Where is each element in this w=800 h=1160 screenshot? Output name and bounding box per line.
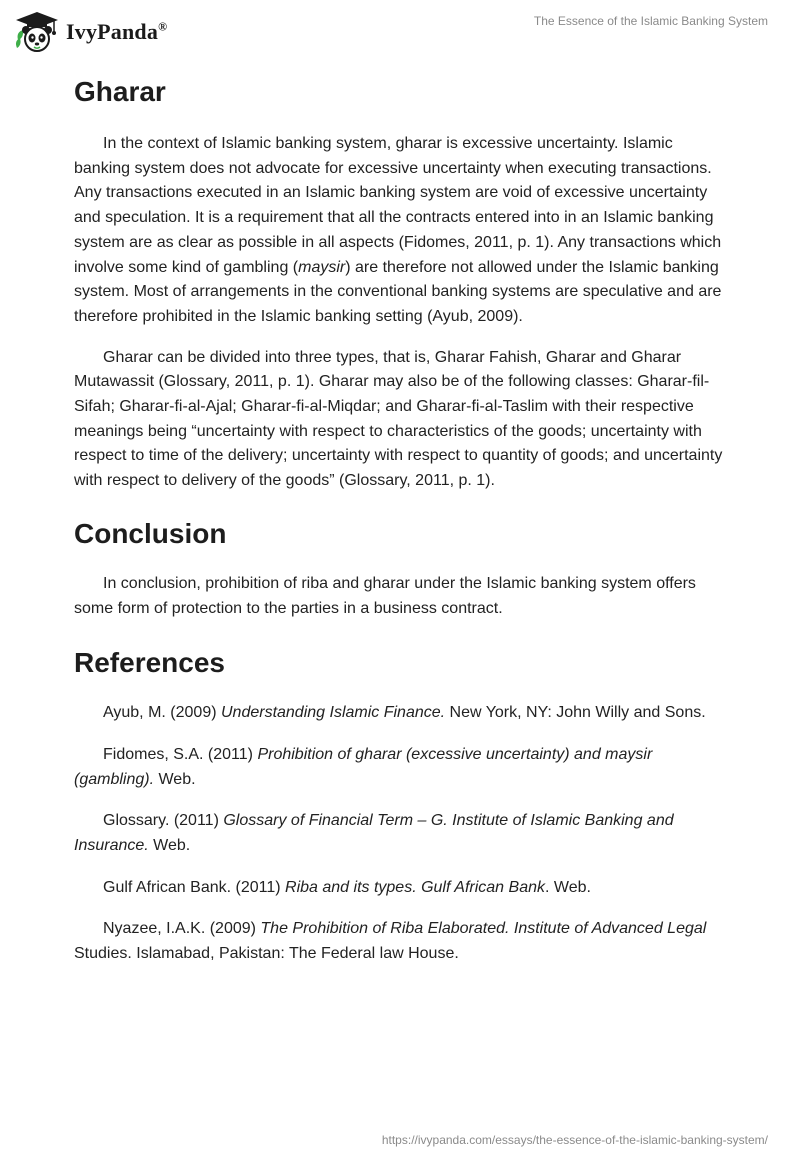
paragraph: [74, 346, 724, 494]
paragraph: [74, 572, 724, 621]
reference-item: [74, 809, 724, 858]
heading-conclusion: Conclusion: [74, 517, 227, 549]
brand-name: IvyPanda®: [66, 19, 168, 44]
italic-text: Glossary of Financial Term – G. Institute of Islamic Banking and Insurance.: [74, 812, 674, 855]
italic-text: Prohibition of gharar (excessive uncertainty) and maysir (gambling).: [74, 745, 653, 788]
italic-text: Understanding Islamic Finance.: [220, 704, 446, 722]
source-url[interactable]: https://ivypanda.com/essays/the-essence-of-the-islamic-banking-system/: [381, 1133, 768, 1147]
paragraph: [74, 132, 724, 330]
text-run: New York, NY: John Willy and Sons.: [445, 704, 706, 722]
italic-text: The Prohibition of Riba Elaborated. Institute of Advanced Legal: [260, 920, 707, 938]
text-run: In conclusion, prohibition of riba and gharar under the Islamic banking system offers some form of protection to the parties in a business contract.: [74, 574, 696, 617]
essay-content: [74, 74, 724, 984]
reference-item: [74, 743, 724, 792]
text-run: Ayub, M. (2009): [103, 704, 221, 722]
text-run: Glossary. (2011): [103, 812, 224, 830]
italic-text: Riba and its types. Gulf African Bank: [285, 878, 545, 896]
document-title: The Essence of the Islamic Banking System: [533, 14, 768, 28]
reference-item: [74, 917, 724, 966]
text-run: . Web.: [545, 878, 591, 896]
page-header: [0, 0, 800, 60]
text-run: In the context of Islamic banking system, gharar is excessive uncertainty. Islamic banking system does not advocate for excessive uncertainty when executing transactions. Any transactions executed in an Islamic banking system are void of excessive uncertainty and speculation. It is a requirement that all the contracts entered into in an Islamic banking system are as clear as possible in all aspects (Fidomes, 2011, p. 1). Any transactions which involve some kind of gambling (: [74, 135, 722, 276]
text-run: Nyazee, I.A.K. (2009): [103, 920, 261, 938]
text-run: Gulf African Bank. (2011): [103, 878, 286, 896]
reference-item: [74, 701, 724, 726]
panda-graduate-icon: [14, 10, 60, 54]
text-run: Fidomes, S.A. (2011): [103, 745, 258, 763]
heading-references: References: [74, 647, 225, 679]
text-run: Web.: [148, 837, 191, 855]
heading-gharar: Gharar: [74, 76, 166, 107]
text-run: ) are therefore not allowed under the Islamic banking system. Most of arrangements in the conventional banking systems are speculative and are therefore prohibited in the Islamic banking setting (Ayub, 2009).: [74, 258, 722, 325]
italic-text: maysir: [298, 258, 346, 276]
reference-item: [74, 876, 724, 901]
text-run: Gharar can be divided into three types, that is, Gharar Fahish, Gharar and Gharar Mutawassit (Glossary, 2011, p. 1). Gharar may also be of the following classes: Gharar-fil-Sifah; Gharar-fi-al-Ajal; Gharar-fi-al-Miqdar; and Gharar-fi-al-Taslim with their respective meanings being “uncertainty with respect to characteristics of the goods; uncertainty with respect to time of the delivery; uncertainty with respect to quantity of goods; and uncertainty with respect to delivery of the goods” (Glossary, 2011, p. 1).: [74, 348, 723, 490]
text-run: Web.: [154, 770, 196, 788]
text-run: Studies. Islamabad, Pakistan: The Federal law House.: [74, 945, 459, 963]
ivypanda-logo[interactable]: [14, 8, 167, 56]
